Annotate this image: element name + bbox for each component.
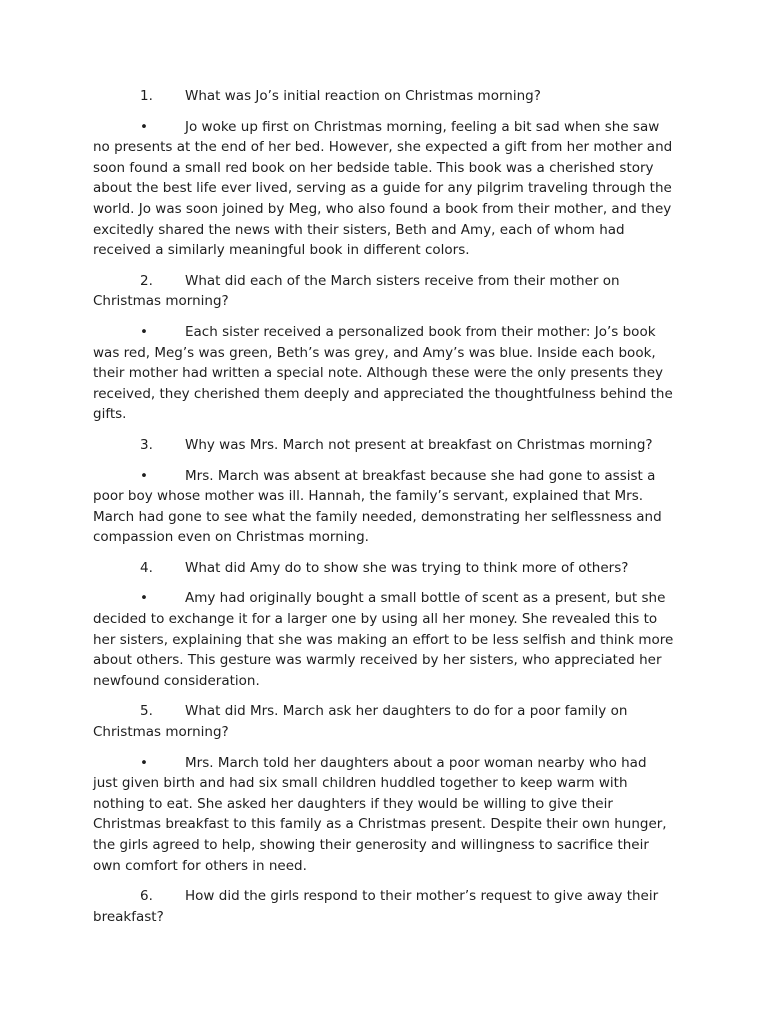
question-number: 3. [140, 436, 153, 453]
question-number: 1. [140, 88, 153, 104]
bullet-marker: • [140, 590, 148, 607]
bullet-marker: • [140, 323, 148, 340]
question-number: 2. [140, 272, 153, 289]
bullet-marker: • [140, 467, 148, 484]
answer-4 [93, 588, 675, 691]
question-1 [93, 86, 675, 107]
question-text: Why was Mrs. March not present at breakfast on Christmas morning? [185, 436, 653, 453]
answer-text: Each sister received a personalized book from their mother: Jo’s book was red, Meg’s was green, Beth’s was grey, and Amy’s was blue. Inside each book, their mother had written a special note. Although these were the only presents they received, they cherished them deeply and appreciated the thoughtfulness behind the gifts. [93, 323, 673, 423]
answer-text: Mrs. March told her daughters about a poor woman nearby who had just given birth and had six small children huddled together to keep warm with nothing to eat. She asked her daughters if they would be willing to give their Christmas breakfast to this family as a Christmas present. Despite their own hunger, the girls agreed to help, showing their generosity and willingness to sacrifice their own comfort for others in need. [93, 754, 667, 874]
answer-text: Mrs. March was absent at breakfast because she had gone to assist a poor boy whose mother was ill. Hannah, the family’s servant, explained that Mrs. March had gone to see what the family needed, demonstrating her selflessness and compassion even on Christmas morning. [93, 467, 662, 546]
question-5 [93, 701, 675, 742]
answer-1 [93, 117, 675, 261]
question-text: How did the girls respond to their mother’s request to give away their breakfast? [93, 888, 659, 925]
question-number: 6. [140, 888, 153, 905]
question-text: What was Jo’s initial reaction on Christmas morning? [185, 88, 541, 104]
question-number: 5. [140, 703, 153, 720]
bullet-marker: • [140, 754, 148, 771]
question-6 [93, 886, 675, 927]
bullet-marker: • [140, 118, 148, 135]
answer-5 [93, 753, 675, 877]
answer-text: Jo woke up first on Christmas morning, feeling a bit sad when she saw no presents at the end of her bed. However, she expected a gift from her mother and soon found a small red book on her bedside table. This book was a cherished story about the best life ever lived, serving as a guide for any pilgrim traveling through the world. Jo was soon joined by Meg, who also found a book from their mother, and they excitedly shared the news with their sisters, Beth and Amy, each of whom had received a similarly meaningful book in different colors. [93, 118, 673, 259]
question-text: What did Amy do to show she was trying to think more of others? [185, 559, 629, 576]
answer-text: Amy had originally bought a small bottle of scent as a present, but she decided to exchange it for a larger one by using all her money. She revealed this to her sisters, explaining that she was making an effort to be less selfish and think more about others. This gesture was warmly received by her sisters, who appreciated her newfound consideration. [93, 590, 674, 689]
answer-2 [93, 322, 675, 425]
question-text: What did each of the March sisters receive from their mother on Christmas morning? [93, 272, 620, 310]
question-number: 4. [140, 559, 153, 576]
question-2 [93, 271, 675, 312]
question-3 [93, 435, 675, 456]
document-page [93, 86, 675, 937]
question-text: What did Mrs. March ask her daughters to do for a poor family on Christmas morning? [93, 703, 628, 741]
question-4 [93, 558, 675, 579]
answer-3 [93, 466, 675, 548]
